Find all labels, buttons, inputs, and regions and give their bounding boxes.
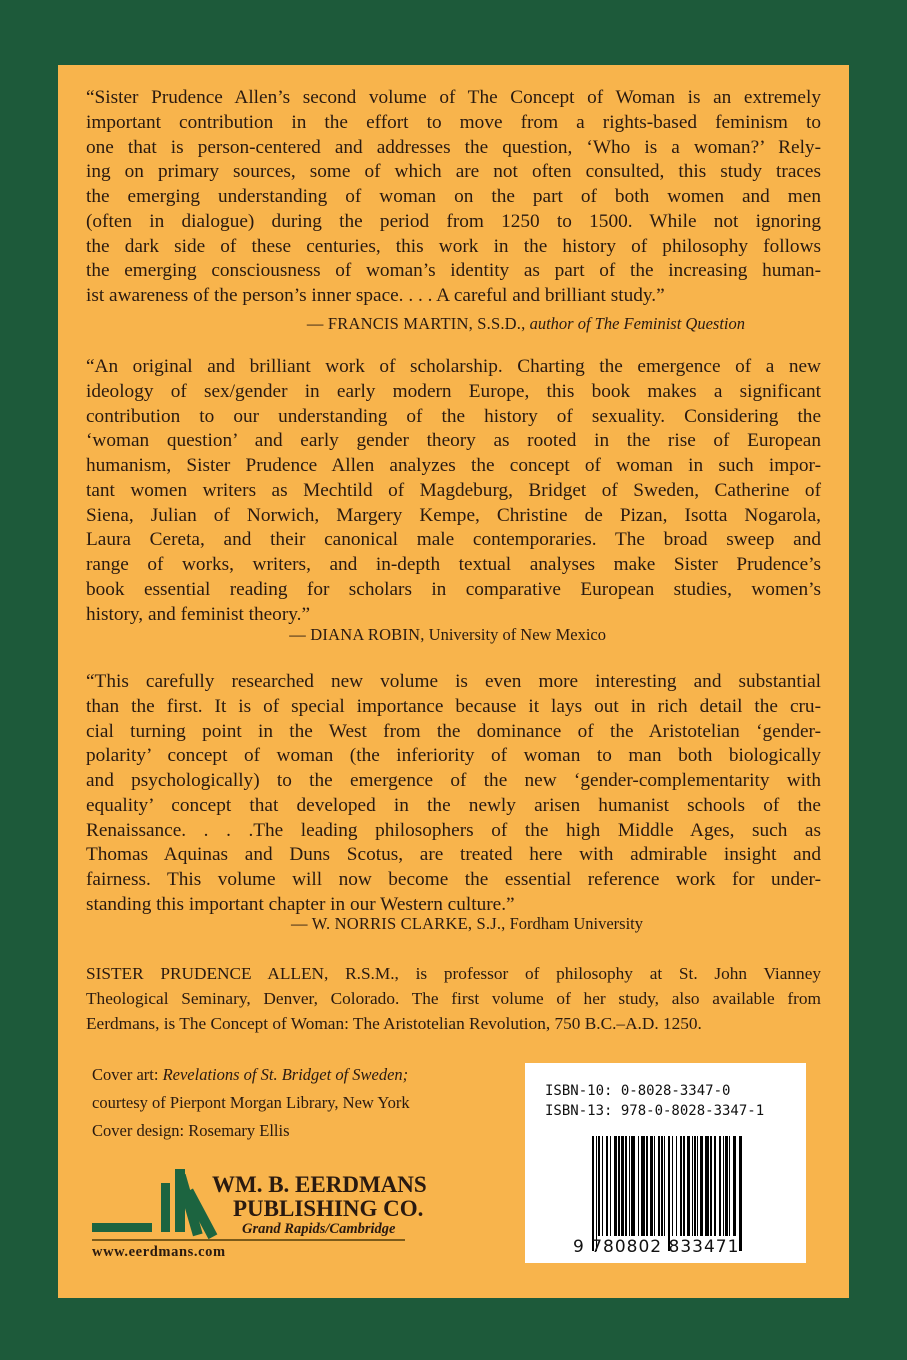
review-quote-3 bbox=[86, 670, 821, 918]
barcode-bar bbox=[700, 1136, 703, 1236]
text-line: than the first. It is of special importance because it lays out in rich detail the cru- bbox=[86, 695, 821, 717]
text-line: ist awareness of the person’s inner space. . . . A careful and brilliant study.” bbox=[86, 285, 665, 306]
review-quote-2 bbox=[86, 355, 821, 627]
barcode-bar bbox=[654, 1136, 655, 1236]
publisher-name-line2: PUBLISHING CO. bbox=[233, 1196, 424, 1221]
cover-art-credit bbox=[92, 1062, 408, 1088]
barcode-bar bbox=[650, 1136, 653, 1236]
publisher-name-line1: WM. B. EERDMANS bbox=[212, 1172, 427, 1197]
isbn-13: ISBN-13: 978-0-8028-3347-1 bbox=[545, 1103, 765, 1119]
text-line: equality’ concept that developed in the newly arisen humanist schools of the bbox=[86, 794, 821, 816]
barcode-bar bbox=[705, 1136, 709, 1236]
barcode-bar bbox=[697, 1136, 698, 1236]
text-line: contribution to our understanding of the history of sexuality. Considering the bbox=[86, 405, 821, 427]
text-line: the emerging consciousness of woman’s identity as part of the increasing human- bbox=[86, 260, 821, 282]
text-line: humanism, Sister Prudence Allen analyzes the concept of woman in such impor- bbox=[86, 455, 821, 476]
text-line: Siena, Julian of Norwich, Margery Kempe, Christine de Pizan, Isotta Nogarola, bbox=[86, 504, 821, 526]
text-line: Theological Seminary, Denver, Colorado. The first volume of her study, also available from bbox=[86, 988, 821, 1008]
publisher-logo bbox=[92, 1165, 427, 1260]
text-line: standing this important chapter in our Western culture.” bbox=[86, 893, 515, 915]
text-line: “An original and brilliant work of scholarship. Charting the emergence of a new bbox=[86, 356, 821, 377]
text-line: fairness. This volume will now become the essential reference work for under- bbox=[86, 869, 821, 890]
text-line: (often in dialogue) during the period from 1250 to 1500. While not ignoring bbox=[86, 210, 821, 232]
barcode-bar bbox=[592, 1136, 594, 1251]
text-line: SISTER PRUDENCE ALLEN, R.S.M., is professor of philosophy at St. John Vianney bbox=[86, 964, 821, 983]
isbn-barcode-box bbox=[525, 1063, 806, 1263]
barcode-bar bbox=[672, 1136, 673, 1236]
barcode-bar bbox=[598, 1136, 600, 1236]
text-line: ing on primary sources, some of which are not often consulted, this study traces bbox=[86, 161, 821, 183]
barcode-bar bbox=[723, 1136, 724, 1236]
publisher-cities: Grand Rapids/Cambridge bbox=[242, 1221, 396, 1237]
text-line: the dark side of these centuries, this work in the history of philosophy follows bbox=[86, 235, 821, 257]
barcode-bar bbox=[725, 1136, 728, 1236]
review-attribution-1 bbox=[307, 314, 745, 334]
text-line: “Sister Prudence Allen’s second volume of The Concept of Woman is an extremely bbox=[86, 87, 821, 108]
reviewer-name: — DIANA ROBIN, bbox=[289, 625, 425, 644]
text-line: Laura Cereta, and their canonical male contemporaries. The broad sweep and bbox=[86, 529, 821, 551]
barcode-number: 9 780802 833471 bbox=[573, 1237, 740, 1257]
text-line: book essential reading for scholars in comparative European studies, women’s bbox=[86, 578, 821, 600]
barcode-bar bbox=[668, 1136, 670, 1251]
review-attribution-2 bbox=[289, 625, 606, 645]
barcode-bar bbox=[610, 1136, 611, 1236]
barcode-bar bbox=[710, 1136, 712, 1236]
cover-art-courtesy: courtesy of Pierpont Morgan Library, New York bbox=[92, 1093, 410, 1112]
text-line: tant women writers as Mechtild of Magdeburg, Bridget of Sweden, Catherine of bbox=[86, 479, 821, 501]
reviewer-affiliation: author of The Feminist Question bbox=[529, 314, 745, 333]
text-line: range of works, writers, and in-depth textual analyses make Sister Prudence’s bbox=[86, 554, 821, 575]
text-line: ‘woman question’ and early gender theory as rooted in the rise of European bbox=[86, 430, 821, 452]
text-line: Thomas Aquinas and Duns Scotus, are treated here with admirable insight and bbox=[86, 844, 821, 866]
barcode-bar bbox=[618, 1136, 620, 1236]
barcode-bar bbox=[739, 1136, 742, 1251]
barcode-bar bbox=[629, 1136, 630, 1236]
cover-art-label: Cover art: bbox=[92, 1065, 159, 1084]
barcode-bar bbox=[614, 1136, 617, 1236]
text-line: history, and feminist theory.” bbox=[86, 603, 311, 625]
barcode-bar bbox=[719, 1136, 721, 1236]
barcode-bar bbox=[729, 1136, 730, 1236]
text-line: one that is person-centered and addresses the question, ‘Who is a woman?’ Rely- bbox=[86, 136, 821, 158]
text-line: the emerging understanding of woman on the part of both women and men bbox=[86, 186, 821, 207]
text-line: Eerdmans, is The Concept of Woman: The Aristotelian Revolution, 750 B.C.–A.D. 1250. bbox=[86, 1013, 702, 1033]
barcode-bar bbox=[606, 1136, 608, 1236]
barcode-bar bbox=[638, 1136, 639, 1236]
review-quote-1 bbox=[86, 86, 821, 309]
barcode-bar bbox=[733, 1136, 736, 1236]
barcode-bar bbox=[621, 1136, 624, 1236]
text-line: polarity’ concept of woman (the inferiority of woman to man both biologically bbox=[86, 745, 821, 767]
barcode-bar bbox=[646, 1136, 648, 1236]
barcode-bar bbox=[602, 1136, 603, 1236]
barcode-bar bbox=[658, 1136, 660, 1236]
reviewer-name: — W. NORRIS CLARKE, S.J., bbox=[291, 914, 506, 933]
reviewer-name: — FRANCIS MARTIN, S.S.D., bbox=[306, 314, 526, 333]
barcode-bar bbox=[692, 1136, 693, 1236]
barcode-bar bbox=[625, 1136, 627, 1236]
text-line: cial turning point in the West from the dominance of the Aristotelian ‘gender- bbox=[86, 720, 821, 742]
barcode-bar bbox=[680, 1136, 682, 1236]
barcode-bar bbox=[596, 1136, 597, 1251]
author-bio bbox=[86, 962, 821, 1036]
barcode-bar bbox=[683, 1136, 685, 1236]
reviewer-affiliation: Fordham University bbox=[509, 914, 643, 933]
barcode-bar bbox=[714, 1136, 716, 1236]
publisher-name bbox=[212, 1173, 427, 1221]
barcode-bar bbox=[694, 1136, 696, 1236]
barcode-bar bbox=[661, 1136, 663, 1236]
review-attribution-3 bbox=[291, 914, 643, 934]
text-line: Renaissance. . . .The leading philosophers of the high Middle Ages, such as bbox=[86, 819, 821, 841]
text-line: and psychologically) to the emergence of the new ‘gender-complementarity with bbox=[86, 770, 821, 791]
publisher-website[interactable]: www.eerdmans.com bbox=[92, 1244, 226, 1260]
text-line: “This carefully researched new volume is even more interesting and substantial bbox=[86, 671, 821, 692]
reviewer-affiliation: University of New Mexico bbox=[428, 625, 606, 644]
cover-design-credit: Cover design: Rosemary Ellis bbox=[92, 1121, 290, 1140]
barcode-bar bbox=[676, 1136, 677, 1236]
isbn-10: ISBN-10: 0-8028-3347-0 bbox=[545, 1083, 731, 1099]
text-line: important contribution in the effort to move from a rights-based feminism to bbox=[86, 111, 821, 133]
barcode-bar bbox=[631, 1136, 635, 1236]
cover-art-title: Revelations of St. Bridget of Sweden; bbox=[162, 1065, 409, 1084]
text-line: ideology of sex/gender in early modern Europe, this book makes a significant bbox=[86, 380, 821, 402]
barcode-bar bbox=[664, 1136, 665, 1236]
barcode-bar bbox=[687, 1136, 690, 1236]
barcode-bar bbox=[641, 1136, 645, 1236]
